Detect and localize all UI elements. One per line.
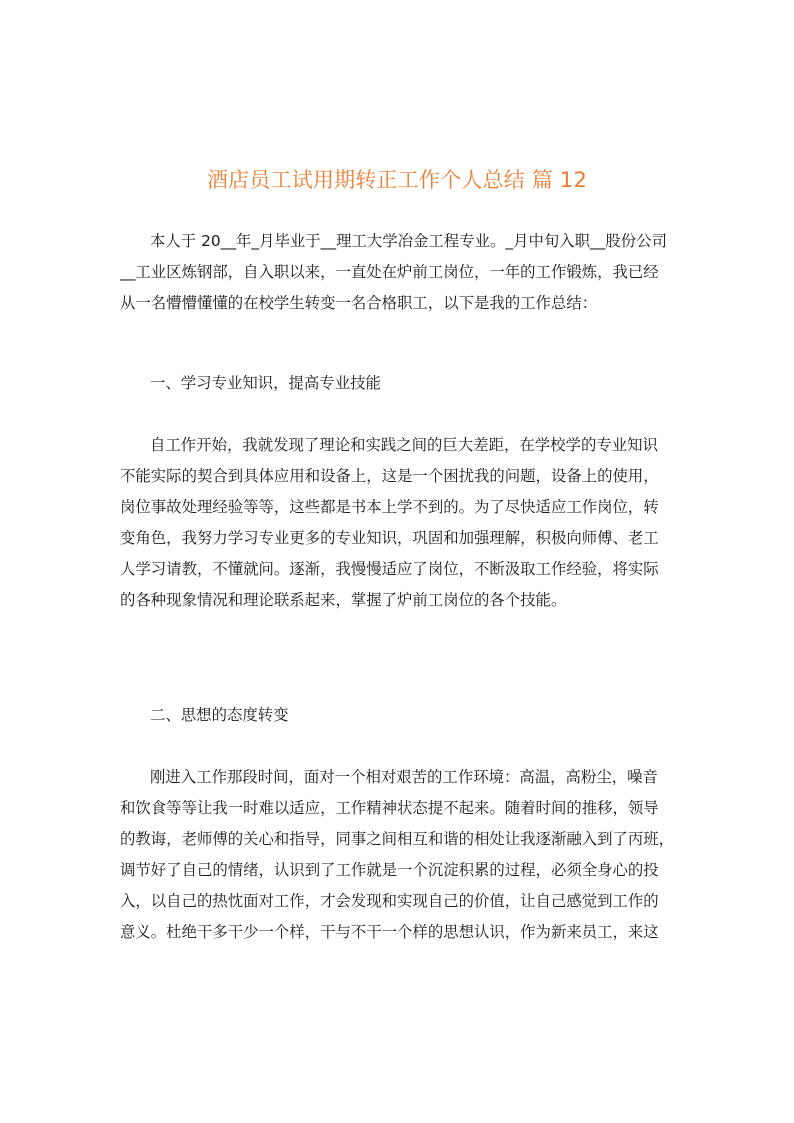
paragraph-line: 本人于 20__年_月毕业于__理工大学冶金工程专业。_月中旬入职__股份公司 bbox=[150, 232, 667, 250]
paragraph-line: 和饮食等等让我一时难以适应，工作精神状态提不起来。随着时间的推移，领导 bbox=[120, 799, 659, 817]
paragraph-line: 岗位事故处理经验等等，这些都是书本上学不到的。为了尽快适应工作岗位，转 bbox=[120, 498, 659, 516]
paragraph-line: 入，以自己的热忱面对工作，才会发现和实现自己的价值，让自己感觉到工作的 bbox=[120, 892, 659, 910]
paragraph-line: 意义。杜绝干多干少一个样，干与不干一个样的思想认识，作为新来员工，来这 bbox=[120, 923, 659, 941]
paragraph-line: 自工作开始，我就发现了理论和实践之间的巨大差距，在学校学的专业知识 bbox=[150, 436, 658, 454]
section-heading-1: 一、学习专业知识，提高专业技能 bbox=[150, 374, 381, 392]
paragraph-intro bbox=[120, 226, 680, 319]
paragraph-line: 从一名懵懵懂懂的在校学生转变一名合格职工，以下是我的工作总结： bbox=[120, 294, 598, 312]
paragraph-line: 变角色，我努力学习专业更多的专业知识，巩固和加强理解，积极向师傅、老工 bbox=[120, 529, 659, 547]
paragraph-line: 人学习请教，不懂就问。逐渐，我慢慢适应了岗位，不断汲取工作经验，将实际 bbox=[120, 560, 659, 578]
paragraph-line: 的各种现象情况和理论联系起来，掌握了炉前工岗位的各个技能。 bbox=[120, 591, 567, 609]
section-heading-2: 二、思想的态度转变 bbox=[150, 706, 289, 724]
paragraph-section-1 bbox=[120, 430, 680, 616]
document-title: 酒店员工试用期转正工作个人总结 篇 12 bbox=[206, 168, 588, 192]
paragraph-line: 刚进入工作那段时间，面对一个相对艰苦的工作环境：高温，高粉尘，噪音 bbox=[150, 768, 658, 786]
paragraph-line: __工业区炼钢部，自入职以来，一直处在炉前工岗位，一年的工作锻炼，我已经 bbox=[120, 263, 659, 281]
paragraph-line: 的教诲，老师傅的关心和指导，同事之间相互和谐的相处让我逐渐融入到了丙班， bbox=[120, 830, 675, 848]
paragraph-line: 不能实际的契合到具体应用和设备上，这是一个困扰我的问题，设备上的使用， bbox=[120, 467, 659, 485]
paragraph-section-2 bbox=[120, 762, 680, 948]
paragraph-line: 调节好了自己的情绪，认识到了工作就是一个沉淀积累的过程，必须全身心的投 bbox=[120, 861, 659, 879]
